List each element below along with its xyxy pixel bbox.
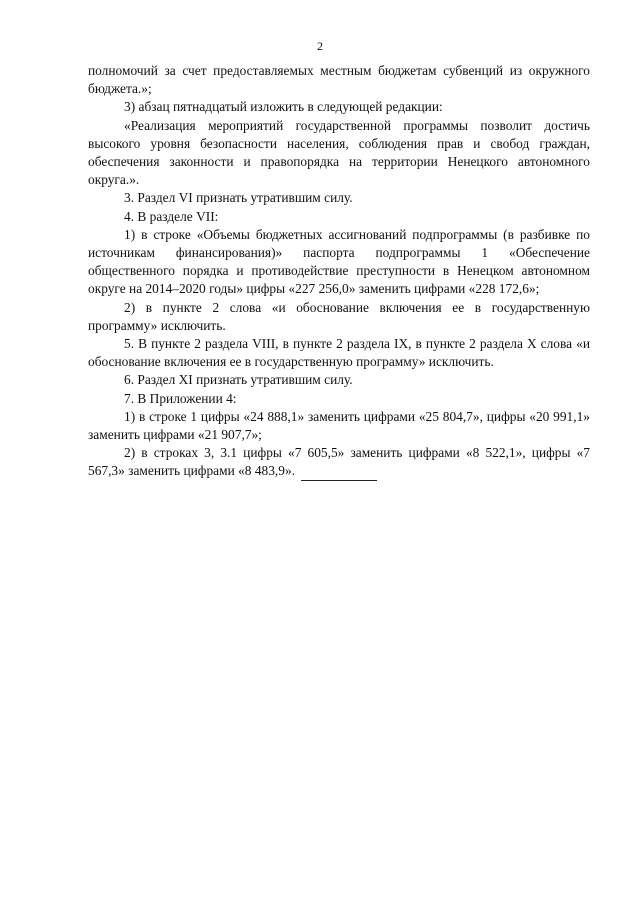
paragraph-item-7-1: 1) в строке 1 цифры «24 888,1» заменить цифрами «25 804,7», цифры «20 991,1» заменить цифрами «21 907,7»; — [88, 408, 590, 443]
paragraph-item-7: 7. В Приложении 4: — [124, 390, 237, 406]
paragraph-continuation: полномочий за счет предоставляемых местным бюджетам субвенций из окружного бюджета.»; — [88, 63, 590, 97]
paragraph-item-6: 6. Раздел XI признать утратившим силу. — [124, 372, 353, 388]
paragraph-item-4: 4. В разделе VII: — [124, 208, 219, 224]
paragraph-quoted-text: «Реализация мероприятий государственной программы позволит достичь высокого уровня безопасности населения, соблюдения прав и свобод граждан, обеспечения законности и правопорядка на территории Ненецкого автономного округа.». — [88, 117, 590, 188]
paragraph-item-4-1: 1) в строке «Объемы бюджетных ассигнований подпрограммы (в разбивке по источникам финансирования)» паспорта подпрограммы 1 «Обеспечение общественного порядка и противодействие преступности в Ненецком автономном округе на 2014–2020 годы» цифры «227 256,0» заменить цифрами «228 172,6»; — [88, 226, 590, 297]
document-body — [88, 62, 590, 481]
end-of-text-rule — [301, 480, 377, 481]
paragraph-item-5: 5. В пункте 2 раздела VIII, в пункте 2 раздела IX, в пункте 2 раздела X слова «и обоснование включения ее в государственную программу» исключить. — [88, 336, 590, 370]
page-number: 2 — [317, 39, 323, 53]
paragraph-item-3-subpoint: 3) абзац пятнадцатый изложить в следующей редакции: — [124, 99, 443, 115]
paragraph-item-4-2: 2) в пункте 2 слова «и обоснование включения ее в государственную программу» исключить. — [88, 299, 590, 333]
paragraph-item-3: 3. Раздел VI признать утратившим силу. — [124, 190, 353, 206]
paragraph-item-7-2: 2) в строках 3, 3.1 цифры «7 605,5» заменить цифрами «8 522,1», цифры «7 567,3» заменить цифрами «8 483,9». — [88, 445, 590, 479]
